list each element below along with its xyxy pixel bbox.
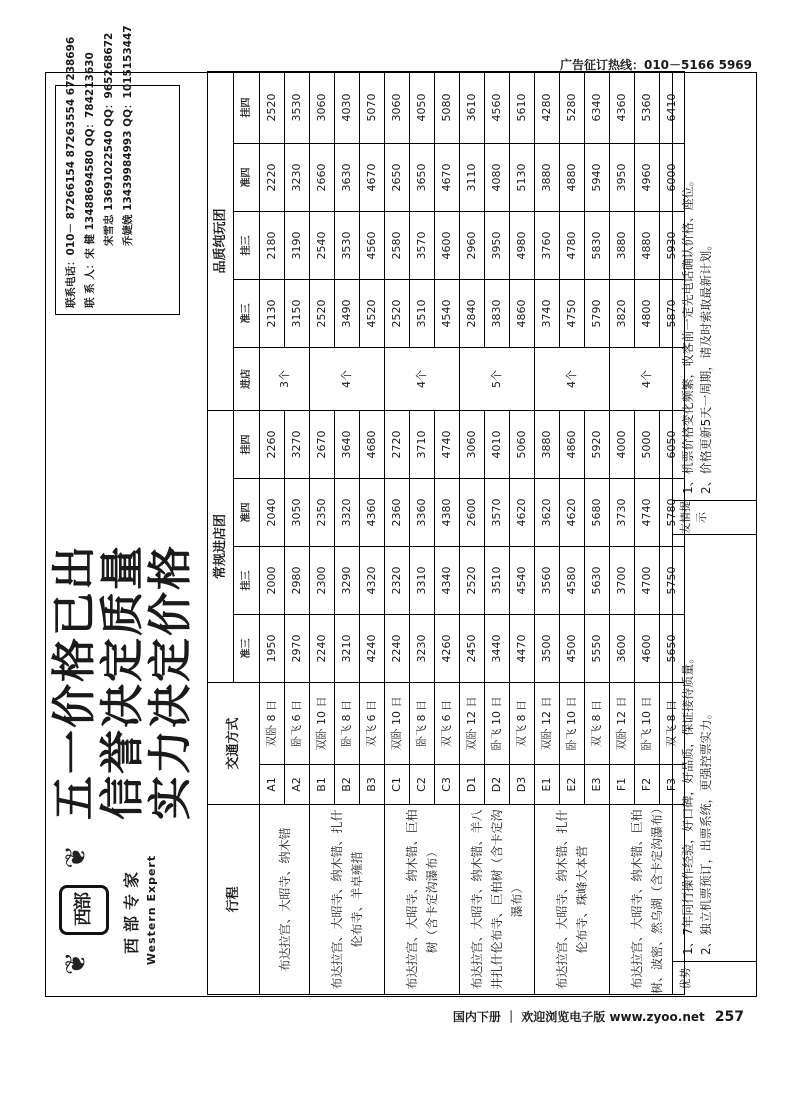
price-cell: 2720 [385,410,410,478]
itinerary-code: D2 [485,765,510,805]
price-cell: 3060 [385,71,410,143]
price-cell: 4860 [510,279,535,347]
price-cell: 3510 [410,279,435,347]
contact-box [55,25,180,315]
footer [453,1008,744,1025]
shop-count-cell: 3个 [260,347,310,410]
price-cell: 5940 [585,143,610,211]
transport-cell: 卧飞 8 日 [410,682,435,764]
price-cell: 5830 [585,211,610,279]
price-cell: 2520 [260,71,285,143]
contact-person-1: 宋 健 13488694580 QQ：784213630 [84,52,96,259]
price-cell: 2260 [260,410,285,478]
header-regular-group: 常规进店团 [208,410,234,682]
subheader-0: 准三 [234,614,260,682]
price-cell: 5630 [585,546,610,614]
price-cell: 4030 [335,71,360,143]
route-cell: 布达拉宫、大昭寺、纳木错、巨柏树、波密、然乌湖（含卡定沟瀑布） [610,805,685,995]
shop-count-cell: 5个 [460,347,535,410]
table-row [260,71,285,994]
price-cell: 3880 [535,143,560,211]
price-cell: 4320 [360,546,385,614]
transport-cell: 双飞 6 日 [360,682,385,764]
price-cell: 4050 [410,71,435,143]
price-cell: 5680 [585,478,610,546]
transport-cell: 双飞 8 日 [510,682,535,764]
page-number: 257 [714,1009,744,1025]
price-cell: 4560 [360,211,385,279]
price-cell: 4700 [635,546,660,614]
price-cell: 3310 [410,546,435,614]
price-cell: 1950 [260,614,285,682]
price-cell: 4780 [560,211,585,279]
header-transport: 交通方式 [208,682,260,804]
price-cell: 3230 [410,614,435,682]
price-cell: 4980 [510,211,535,279]
price-cell: 2000 [260,546,285,614]
phone-numbers: 010－ 87266154 87263554 67238696 [65,36,77,256]
price-cell: 2520 [310,279,335,347]
price-cell: 3440 [485,614,510,682]
price-cell: 6000 [660,143,685,211]
price-cell: 2180 [260,211,285,279]
slogan-2: 信誉决定质量 [97,544,148,820]
price-cell: 5750 [660,546,685,614]
price-cell: 5360 [635,71,660,143]
price-cell: 3510 [485,546,510,614]
price-cell: 3730 [610,478,635,546]
price-cell: 2320 [385,546,410,614]
transport-cell: 双飞 8 日 [660,682,685,764]
subheader-1: 挂三 [234,546,260,614]
price-cell: 5780 [660,478,685,546]
transport-cell: 双卧 8 日 [260,682,285,764]
price-cell: 4500 [560,614,585,682]
price-cell: 3490 [335,279,360,347]
price-cell: 3050 [285,478,310,546]
price-cell: 2650 [385,143,410,211]
price-cell: 5930 [660,211,685,279]
price-cell: 4670 [435,143,460,211]
western-expert-logo [53,845,195,975]
itinerary-code: B3 [360,765,385,805]
price-cell: 4960 [635,143,660,211]
itinerary-code: C1 [385,765,410,805]
price-cell: 4860 [560,410,585,478]
subheader-4: 进店 [234,347,260,410]
transport-cell: 卧飞 6 日 [285,682,310,764]
price-cell: 5870 [660,279,685,347]
price-cell: 5130 [510,143,535,211]
price-cell: 3620 [535,478,560,546]
price-cell: 5070 [360,71,385,143]
itinerary-code: D3 [510,765,535,805]
shop-count-cell: 4个 [610,347,685,410]
price-cell: 2840 [460,279,485,347]
advantages-label: 优势 [673,961,756,995]
itinerary-code: C3 [435,765,460,805]
price-cell: 2360 [385,478,410,546]
price-cell: 3570 [410,211,435,279]
slogans [51,320,195,820]
person-label: 联 系 人： [84,258,96,308]
price-cell: 4600 [635,614,660,682]
route-cell: 布达拉宫、大昭寺、纳木错、巨柏树（含卡定沟瀑布） [385,805,460,995]
table-row [385,71,410,994]
price-cell: 4080 [485,143,510,211]
price-cell: 5060 [510,410,535,478]
itinerary-code: B1 [310,765,335,805]
advantage-1: 1、7年同行操作经验，好口碑，好品质，保证接待质量。 [681,651,695,955]
price-cell: 3560 [535,546,560,614]
transport-cell: 卧飞 10 日 [560,682,585,764]
price-cell: 4520 [360,279,385,347]
price-cell: 3760 [535,211,560,279]
price-cell: 3060 [460,410,485,478]
advantage-2: 2、独立机票预订，出票系统，更强控票实力。 [699,707,713,955]
tip-2: 2、价格更新5天一周期，请及时索取最新计划。 [699,238,713,494]
price-cell: 3230 [285,143,310,211]
itinerary-code: D1 [460,765,485,805]
price-cell: 3360 [410,478,435,546]
price-cell: 3290 [335,546,360,614]
price-cell: 4880 [560,143,585,211]
price-cell: 4670 [360,143,385,211]
route-cell: 布达拉宫、大昭寺、纳木错、扎什伦布寺、羊卓雍措 [310,805,385,995]
route-cell: 布达拉宫、大昭寺、纳木错 [260,805,310,995]
price-cell: 2220 [260,143,285,211]
price-cell: 5280 [560,71,585,143]
logo-seal: 西部 [59,885,109,935]
price-cell: 3150 [285,279,310,347]
price-cell: 2580 [385,211,410,279]
table-row [460,71,485,994]
price-cell: 2660 [310,143,335,211]
price-cell: 3210 [335,614,360,682]
price-cell: 4280 [535,71,560,143]
price-cell: 5000 [635,410,660,478]
table-row [610,71,635,994]
price-cell: 3190 [285,211,310,279]
price-cell: 5550 [585,614,610,682]
price-cell: 4240 [360,614,385,682]
transport-cell: 卧飞 10 日 [485,682,510,764]
price-cell: 3270 [285,410,310,478]
price-cell: 2350 [310,478,335,546]
price-cell: 5790 [585,279,610,347]
table-row [310,71,335,994]
transport-cell: 双飞 6 日 [435,682,460,764]
price-cell: 5650 [660,614,685,682]
ad-hotline: 广告征订热线：010－5166 5969 [559,58,752,72]
subheader-5: 准三 [234,279,260,347]
header-quality-group: 品质纯玩团 [208,71,234,410]
contact-person-2: 宋雪忠 13691022540 QQ：965268672 [103,32,115,246]
price-cell: 2970 [285,614,310,682]
price-cell: 4680 [360,410,385,478]
price-cell: 5610 [510,71,535,143]
transport-cell: 双卧 10 日 [310,682,335,764]
price-cell: 4620 [510,478,535,546]
contact-person-3: 乔婕娩 13439984993 QQ：1015153447 [122,25,134,246]
price-cell: 4880 [635,211,660,279]
price-cell: 4360 [610,71,635,143]
price-cell: 3830 [485,279,510,347]
price-cell: 2520 [385,279,410,347]
route-cell: 布达拉宫、大昭寺、纳木错、羊八井扎什伦布寺、巨柏树（含卡定沟瀑布） [460,805,535,995]
price-cell: 2960 [460,211,485,279]
shop-count-cell: 4个 [385,347,460,410]
header [45,25,200,995]
shop-count-cell: 4个 [310,347,385,410]
tips-label: 友情提示 [673,500,756,534]
price-cell: 2520 [460,546,485,614]
tip-1: 1、机票价格变化频繁，收客前一定先电话确认价格、座位。 [681,174,695,494]
price-cell: 3880 [535,410,560,478]
price-cell: 3530 [335,211,360,279]
price-cell: 2240 [385,614,410,682]
price-cell: 4380 [435,478,460,546]
price-cell: 4800 [635,279,660,347]
itinerary-code: A1 [260,765,285,805]
itinerary-code: A2 [285,765,310,805]
price-cell: 2240 [310,614,335,682]
price-cell: 3530 [285,71,310,143]
price-cell: 6410 [660,71,685,143]
phone-label: 联系电话： [65,255,77,308]
price-cell: 4340 [435,546,460,614]
itinerary-code: F2 [635,765,660,805]
price-cell: 2300 [310,546,335,614]
price-cell: 2130 [260,279,285,347]
slogan-1: 五一价格已出 [49,544,100,820]
table-row [535,71,560,994]
itinerary-code: F3 [660,765,685,805]
right-wing-icon: ❦ [59,845,92,869]
price-cell: 3630 [335,143,360,211]
price-cell: 3500 [535,614,560,682]
itinerary-code: E1 [535,765,560,805]
price-cell: 3320 [335,478,360,546]
price-cell: 6340 [585,71,610,143]
price-cell: 3700 [610,546,635,614]
transport-cell: 双卧 10 日 [385,682,410,764]
transport-cell: 卧飞 10 日 [635,682,660,764]
subheader-7: 准四 [234,143,260,211]
price-cell: 5920 [585,410,610,478]
itinerary-code: E2 [560,765,585,805]
price-cell: 3600 [610,614,635,682]
price-cell: 3880 [610,211,635,279]
route-cell: 布达拉宫、大昭寺、纳木错、扎什伦布寺、珠峰大本营 [535,805,610,995]
price-cell: 2540 [310,211,335,279]
subheader-8: 挂四 [234,71,260,143]
price-cell: 2980 [285,546,310,614]
itinerary-code: F1 [610,765,635,805]
price-cell: 4740 [435,410,460,478]
price-cell: 3640 [335,410,360,478]
price-cell: 6050 [660,410,685,478]
transport-cell: 双卧 12 日 [535,682,560,764]
slogan-3: 实力决定价格 [145,544,196,820]
price-cell: 3610 [460,71,485,143]
price-cell: 4260 [435,614,460,682]
footer-text: 国内下册 ｜ 欢迎浏览电子版 www.zyoo.net [452,1010,705,1024]
price-cell: 5080 [435,71,460,143]
price-cell: 3710 [410,410,435,478]
subheader-3: 挂四 [234,410,260,478]
itinerary-code: B2 [335,765,360,805]
price-cell: 4580 [560,546,585,614]
left-wing-icon: ❦ [59,951,92,975]
price-cell: 2450 [460,614,485,682]
price-cell: 3650 [410,143,435,211]
transport-cell: 卧飞 8 日 [335,682,360,764]
logo-cn-name: 西部专家 [122,866,141,955]
tips-box [673,72,756,534]
price-cell: 2040 [260,478,285,546]
price-cell: 4600 [435,211,460,279]
price-cell: 4360 [360,478,385,546]
transport-cell: 双卧 12 日 [610,682,635,764]
price-cell: 4470 [510,614,535,682]
price-cell: 4620 [560,478,585,546]
price-cell: 2670 [310,410,335,478]
price-cell: 2600 [460,478,485,546]
itinerary-code: E3 [585,765,610,805]
price-cell: 4560 [485,71,510,143]
price-cell: 3950 [485,211,510,279]
price-cell: 4010 [485,410,510,478]
price-cell: 4740 [635,478,660,546]
price-cell: 3820 [610,279,635,347]
price-cell: 3570 [485,478,510,546]
shop-count-cell: 4个 [535,347,610,410]
subheader-2: 准四 [234,478,260,546]
price-cell: 3950 [610,143,635,211]
header-route: 行程 [208,805,260,995]
transport-cell: 双卧 12 日 [460,682,485,764]
price-cell: 4540 [510,546,535,614]
price-table [207,71,685,995]
price-cell: 3740 [535,279,560,347]
price-cell: 3110 [460,143,485,211]
subheader-6: 挂三 [234,211,260,279]
logo-en-name: Western Expert [145,854,158,966]
price-cell: 4540 [435,279,460,347]
price-cell: 4000 [610,410,635,478]
price-cell: 4750 [560,279,585,347]
price-cell: 3060 [310,71,335,143]
notes-section [672,72,755,995]
transport-cell: 双飞 8 日 [585,682,610,764]
advantages-box [673,534,756,995]
itinerary-code: C2 [410,765,435,805]
